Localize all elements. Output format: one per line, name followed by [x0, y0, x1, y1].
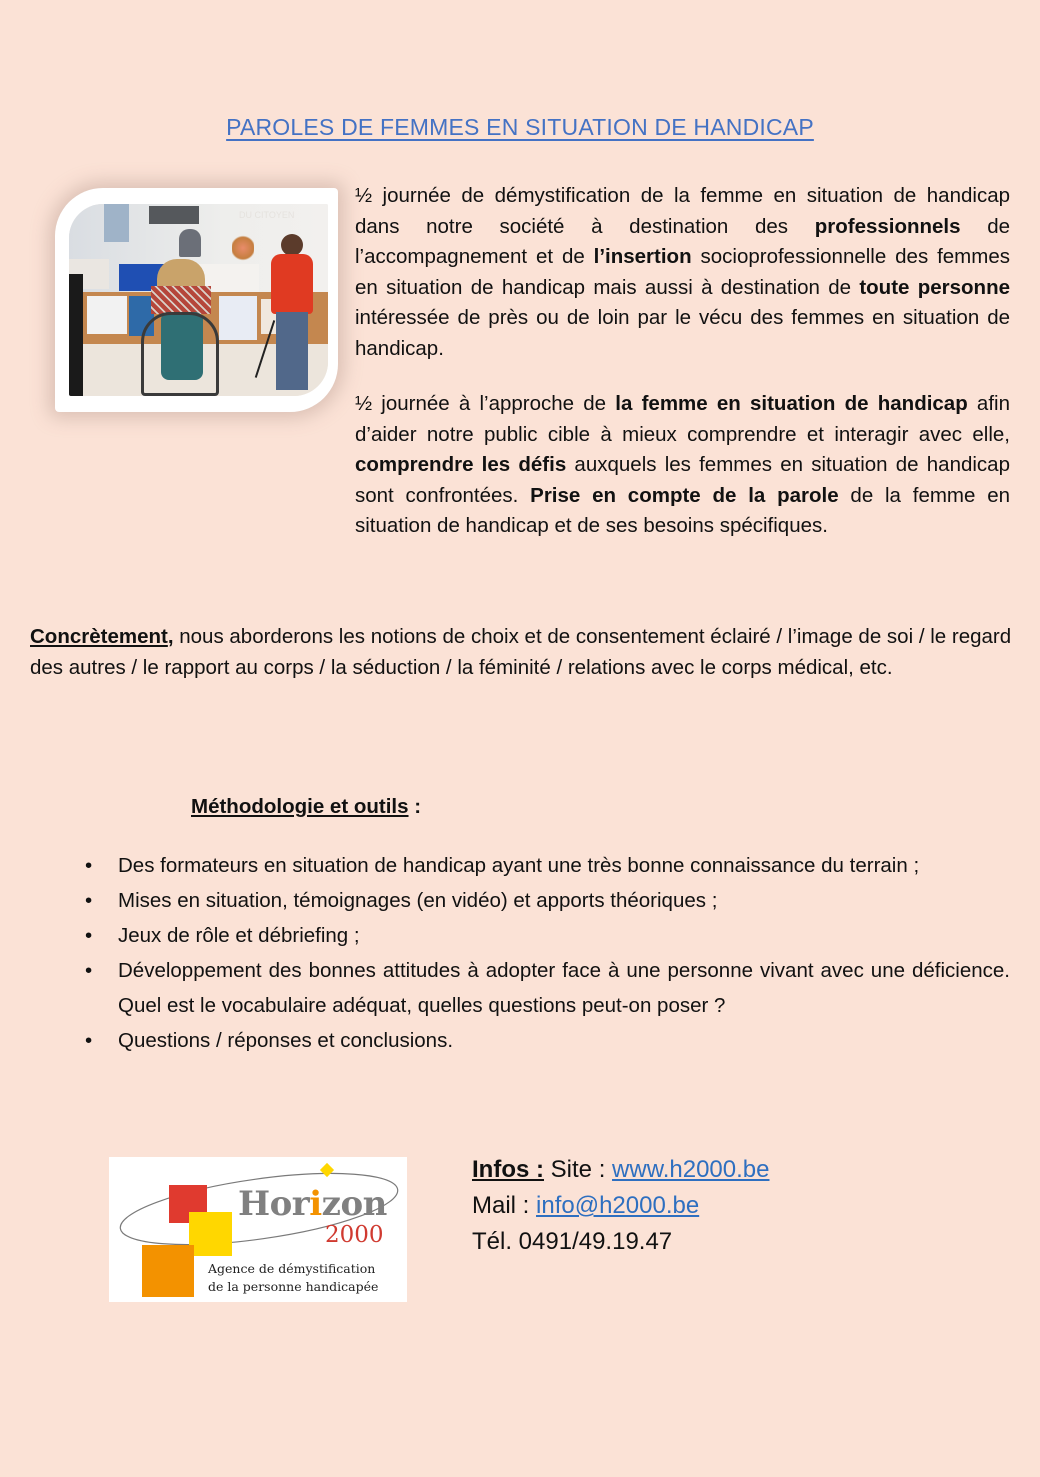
list-item: • Des formateurs en situation de handicap ayant une très bonne connaissance du terrain ; — [80, 848, 1010, 883]
bullet-icon: • — [85, 924, 93, 947]
site-link[interactable]: www.h2000.be — [612, 1156, 770, 1183]
bullet-icon: • — [85, 854, 93, 877]
mail-line: Mail : info@h2000.be — [472, 1192, 700, 1219]
photo-flyer-3 — [219, 296, 257, 340]
photo-jeans — [276, 312, 308, 390]
photo-frame — [55, 188, 338, 412]
photo-person-left — [69, 274, 83, 396]
photo-wheelchair — [141, 312, 219, 396]
photo-reception-desk — [69, 204, 328, 396]
intro-paragraph-1: ½ journée de démystification de la femme en situation de handicap dans notre société à destination des professionnels de l’accompagnement et de l’insertion socioprofessionnelle des femmes en situation de handicap mais aussi à destination de toute personne intéressée de près ou de loin par le vécu des femmes en situation de handicap. — [355, 184, 1010, 360]
photo-sign: DU CITOYEN — [239, 210, 295, 220]
site-line: Infos : Site : www.h2000.be — [472, 1156, 770, 1183]
photo-clerk — [179, 229, 201, 257]
photo-standing-woman-head — [281, 234, 303, 256]
phone-line: Tél. 0491/49.19.47 — [472, 1228, 673, 1255]
horizon-2000-logo — [109, 1157, 407, 1302]
infos-label: Infos : — [472, 1156, 544, 1183]
intro-paragraph-2: ½ journée à l’approche de la femme en situation de handicap afin d’aider notre public cible à mieux comprendre et interagir avec elle, comprendre les défis auxquels les femmes en situation de handicap sont confrontées. Prise en compte de la parole de la femme en situation de handicap et de ses besoins spécifiques. — [355, 392, 1010, 537]
mail-link[interactable]: info@h2000.be — [536, 1192, 700, 1219]
bullet-icon: • — [85, 959, 93, 982]
bullet-icon: • — [85, 1029, 93, 1052]
page-title: PAROLES DE FEMMES EN SITUATION DE HANDICAP — [226, 114, 814, 140]
logo-year: 2000 — [325, 1222, 384, 1248]
bullet-icon: • — [85, 889, 93, 912]
logo-tagline: Agence de démystification de la personne handicapée — [208, 1261, 379, 1294]
photo-poster — [104, 204, 129, 242]
list-item: • Jeux de rôle et débriefing ; — [80, 918, 1010, 953]
logo-name: Horizon — [238, 1184, 387, 1224]
list-item: • Mises en situation, témoignages (en vidéo) et apports théoriques ; — [80, 883, 1010, 918]
methodology-list — [80, 848, 1010, 1058]
concretement-paragraph: Concrètement, nous aborderons les notions de choix et de consentement éclairé / l’image de soi / le regard des autres / le rapport au corps / la séduction / la féminité / relations avec le corps médical, etc. — [30, 625, 1012, 679]
photo-plaid-shirt — [151, 286, 211, 314]
list-item: • Questions / réponses et conclusions. — [80, 1023, 1010, 1058]
methodology-heading: Méthodologie et outils : — [191, 795, 422, 818]
photo-flyer-1 — [87, 296, 127, 334]
photo-flowers — [232, 234, 254, 262]
contact-info — [472, 1152, 769, 1260]
photo-screen — [149, 206, 199, 224]
list-item: • Développement des bonnes attitudes à adopter face à une personne vivant avec une déficience. Quel est le vocabulaire adéquat, quelles questions peut-on poser ? — [80, 953, 1010, 1023]
concretement-label: Concrètement — [30, 625, 168, 648]
photo-red-sweater — [271, 254, 313, 314]
